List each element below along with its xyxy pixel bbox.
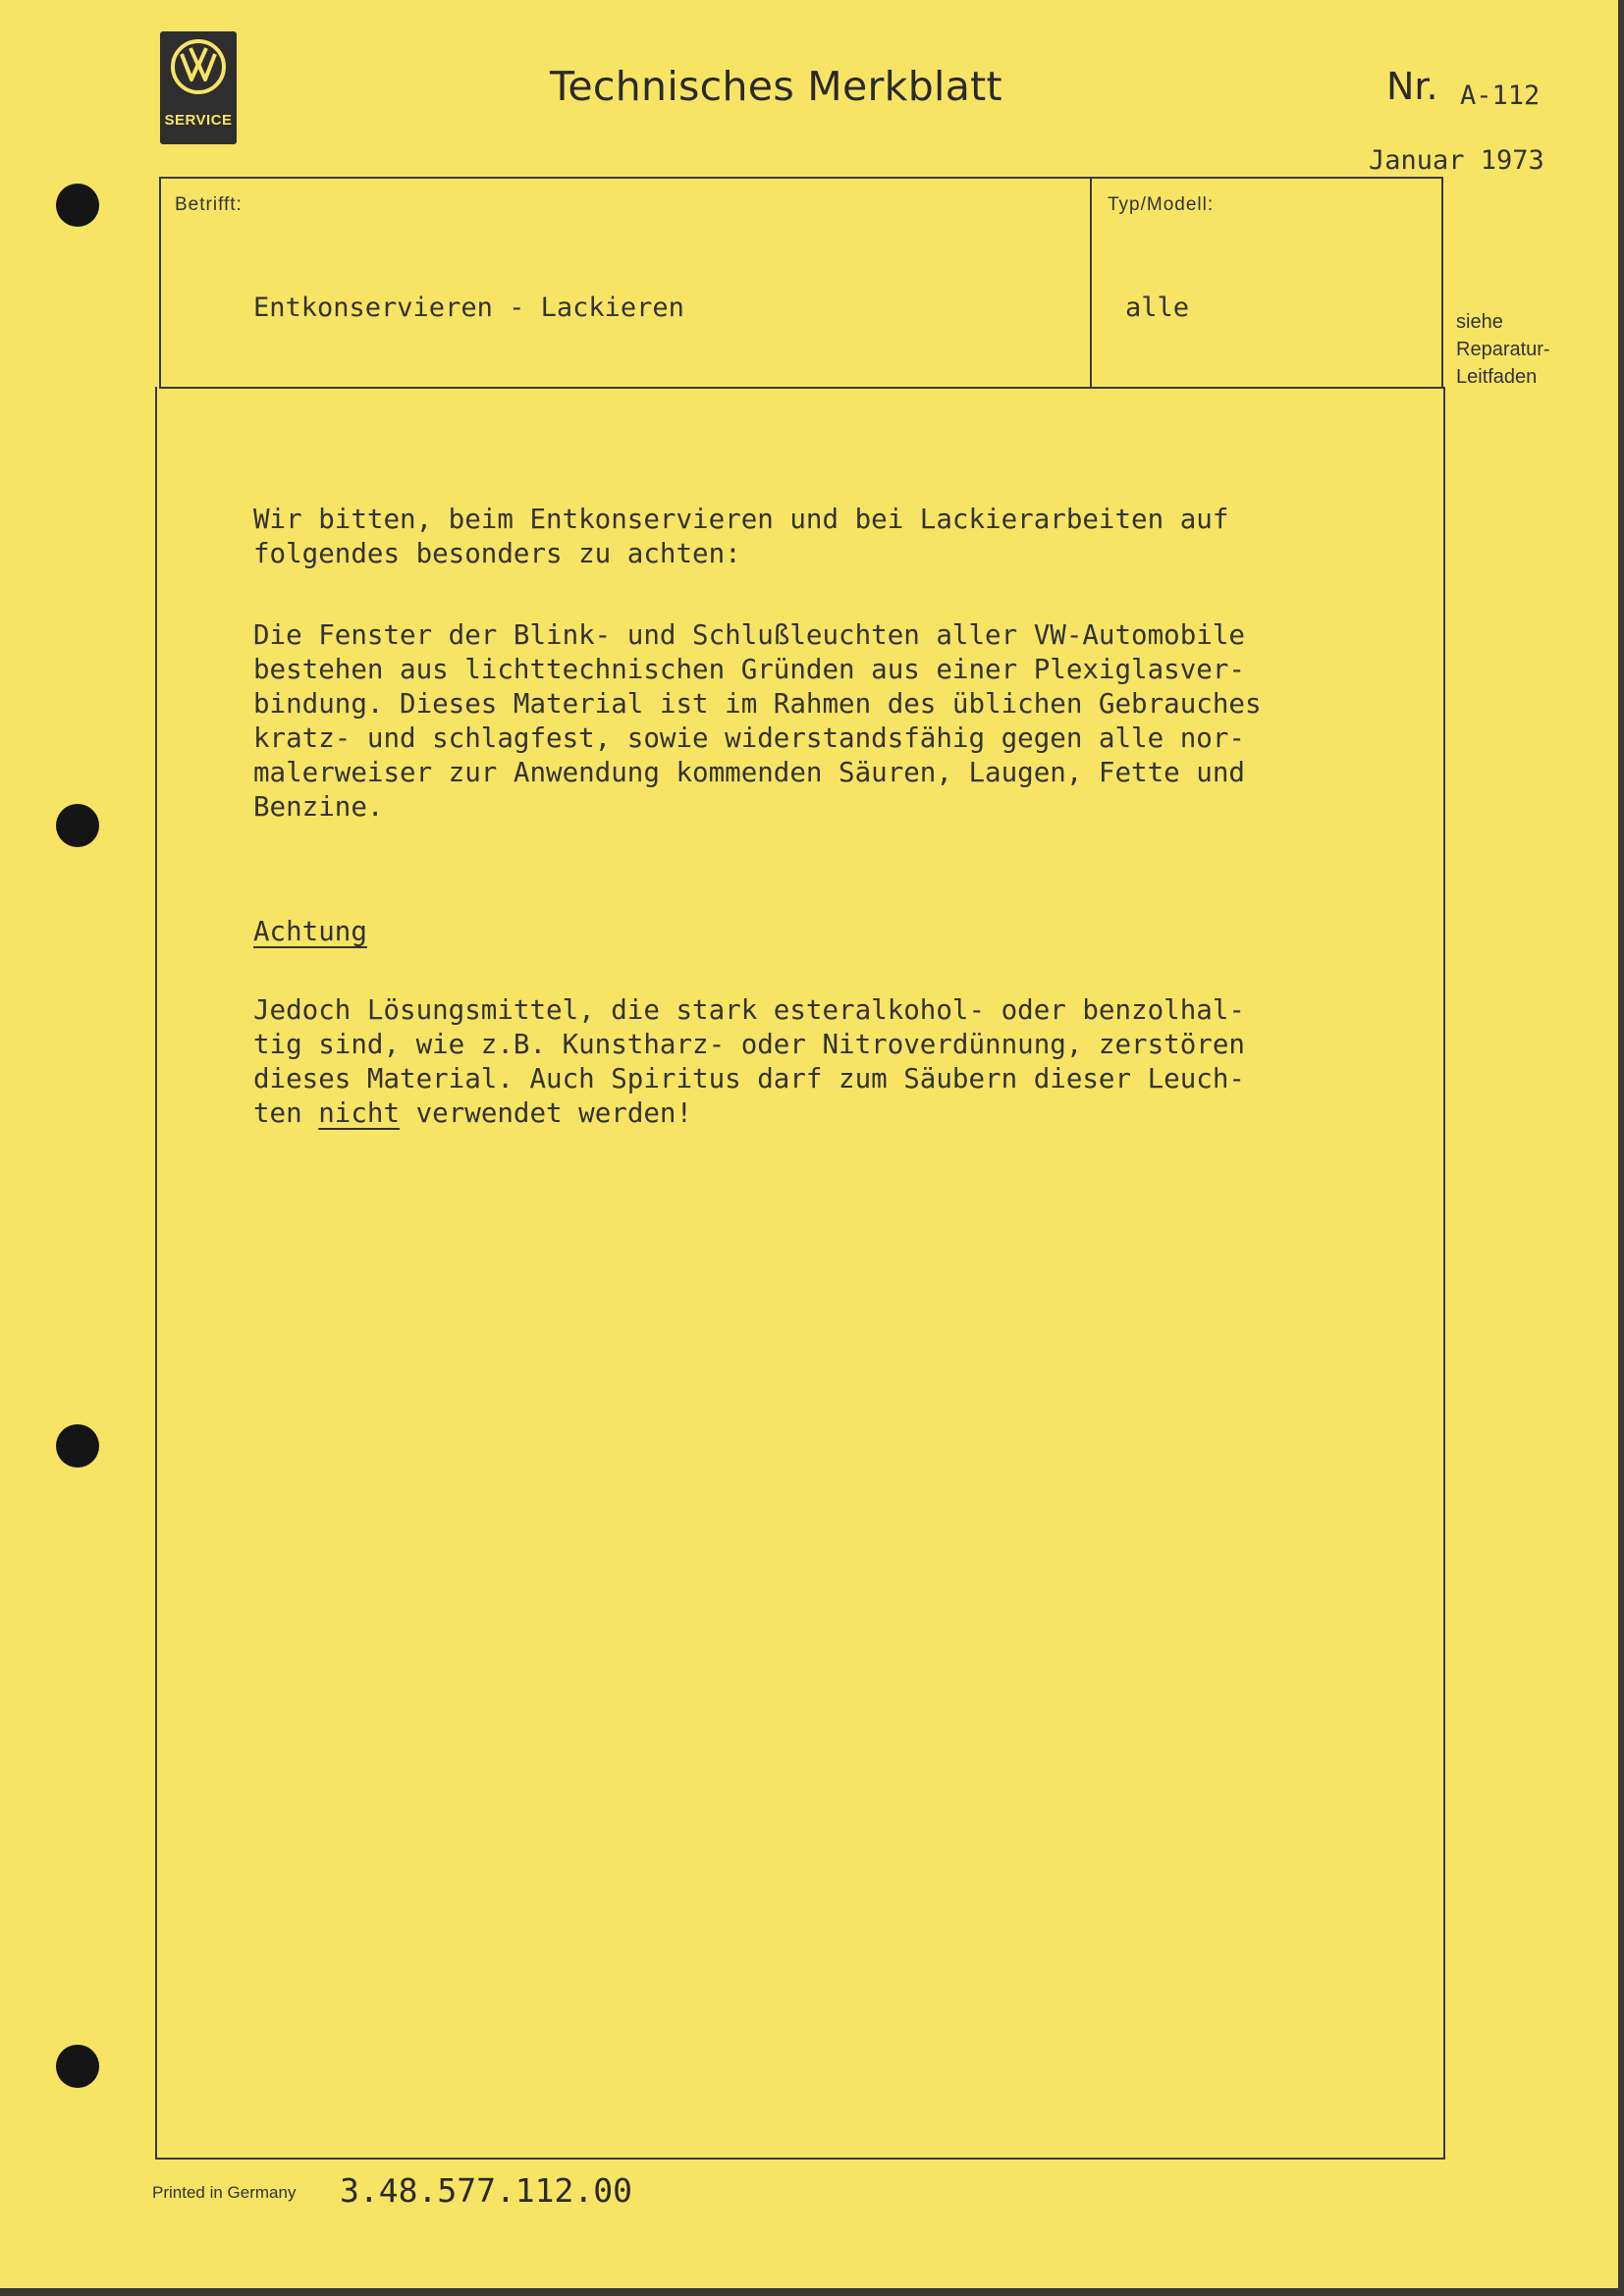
document-date: Januar 1973 [1369,145,1544,176]
side-note [1456,308,1550,391]
subject-label: Betrifft: [175,194,243,215]
model-value: alle [1125,293,1190,323]
number-value: A-112 [1460,80,1541,111]
header-table [159,177,1443,389]
model-label: Typ/Modell: [1108,194,1215,215]
header-divider [1090,179,1092,387]
subject-value: Entkonservieren - Lackieren [253,293,684,323]
text-line: Die Fenster der Blink- und Schlußleuchten aller VW-Automobile [253,619,1245,651]
vw-service-logo [160,31,237,144]
punch-hole [56,184,99,227]
text-run: verwendet werden! [400,1097,693,1129]
punch-hole [56,1424,99,1468]
side-note-line: Leitfaden [1456,366,1538,388]
punch-hole [56,804,99,847]
footer-code: 3.48.577.112.00 [340,2171,633,2210]
warning-paragraph [253,993,1373,1131]
text-line: Wir bitten, beim Entkonservieren und bei Lackierarbeiten auf [253,504,1229,535]
vw-logo-icon [170,38,227,95]
text-line: dieses Material. Auch Spiritus darf zum Säubern dieser Leuch- [253,1063,1245,1095]
text-line [253,1096,1373,1131]
text-line: malerweiser zur Anwendung kommenden Säuren, Laugen, Fette und [253,757,1245,788]
text-line: kratz- und schlagfest, sowie widerstandsfähig gegen alle nor- [253,722,1245,754]
side-note-line: siehe [1456,311,1503,333]
logo-service-text: SERVICE [164,112,233,129]
scan-edge-right [1618,0,1624,2296]
number-label: Nr. [1386,65,1438,108]
text-line: tig sind, wie z.B. Kunstharz- oder Nitroverdünnung, zerstören [253,1029,1245,1060]
material-paragraph [253,618,1373,825]
scan-edge-bottom [0,2288,1624,2296]
intro-paragraph [253,503,1373,571]
text-line: folgendes besonders zu achten: [253,538,741,569]
text-run: ten [253,1097,319,1129]
text-line: Jedoch Lösungsmittel, die stark esteralkohol- oder benzolhal- [253,994,1245,1026]
side-note-line: Reparatur- [1456,339,1550,360]
emphasis-nicht: nicht [318,1097,401,1129]
punch-hole [56,2045,99,2088]
text-line: bindung. Dieses Material ist im Rahmen des üblichen Gebrauches [253,688,1262,720]
text-line: Benzine. [253,791,384,823]
document-title: Technisches Merkblatt [550,63,1002,110]
footer-printed: Printed in Germany [152,2183,297,2202]
warning-heading: Achtung [253,916,367,947]
text-line: bestehen aus lichttechnischen Gründen aus einer Plexiglasver- [253,654,1245,685]
